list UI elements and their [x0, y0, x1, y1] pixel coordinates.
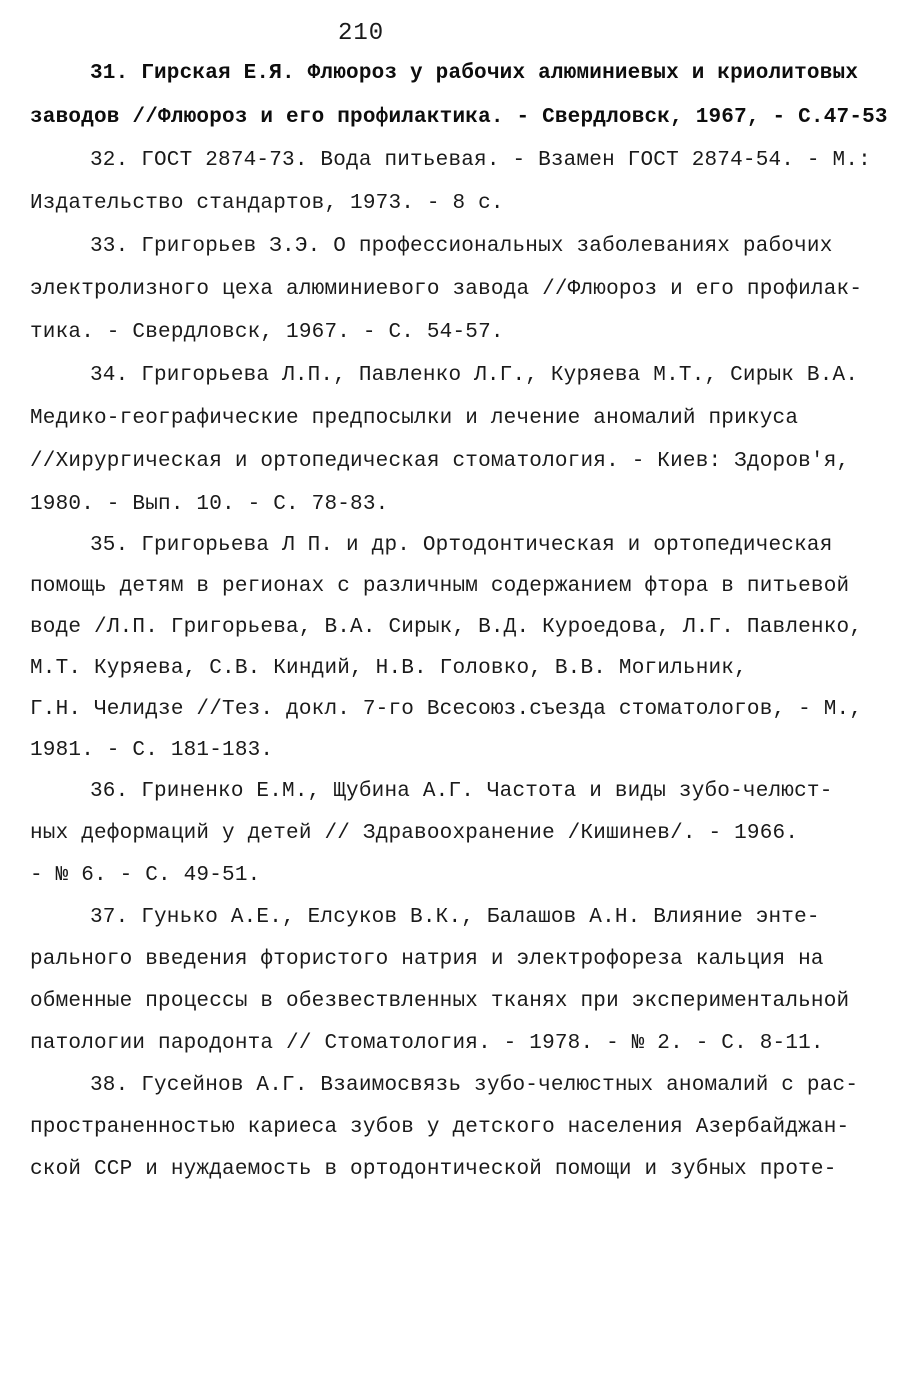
reference-31-line-1: 31. Гирская Е.Я. Флюороз у рабочих алюминиевых и криолитовых — [90, 62, 859, 85]
reference-36-line-2: ных деформаций у детей // Здравоохранение /Кишинев/. - 1966. — [30, 822, 799, 845]
reference-32-line-1: 32. ГОСТ 2874-73. Вода питьевая. - Взамен ГОСТ 2874-54. - М.: — [90, 149, 871, 172]
reference-33-line-1: 33. Григорьев З.Э. О профессиональных заболеваниях рабочих — [90, 235, 833, 258]
reference-35-line-3: воде /Л.П. Григорьева, В.А. Сирык, В.Д. Куроедова, Л.Г. Павленко, — [30, 616, 863, 639]
reference-37-line-1: 37. Гунько А.Е., Елсуков В.К., Балашов А.Н. Влияние энте- — [90, 906, 820, 929]
reference-38-line-2: пространенностью кариеса зубов у детского населения Азербайджан- — [30, 1116, 850, 1139]
reference-36-line-3: - № 6. - С. 49-51. — [30, 864, 261, 887]
reference-34-line-4: 1980. - Вып. 10. - С. 78-83. — [30, 493, 389, 516]
reference-32-line-2: Издательство стандартов, 1973. - 8 с. — [30, 192, 504, 215]
reference-38-line-1: 38. Гусейнов А.Г. Взаимосвязь зубо-челюстных аномалий с рас- — [90, 1074, 859, 1097]
reference-34-line-3: //Хирургическая и ортопедическая стоматология. - Киев: Здоров'я, — [30, 450, 850, 473]
reference-35-line-4: М.Т. Куряева, С.В. Киндий, Н.В. Головко, В.В. Могильник, — [30, 657, 747, 680]
reference-35-line-6: 1981. - С. 181-183. — [30, 739, 274, 762]
reference-34-line-2: Медико-географические предпосылки и лечение аномалий прикуса — [30, 407, 799, 430]
reference-35-line-1: 35. Григорьева Л П. и др. Ортодонтическая и ортопедическая — [90, 534, 833, 557]
reference-33-line-2: электролизного цеха алюминиевого завода //Флюороз и его профилак- — [30, 278, 863, 301]
reference-33-line-3: тика. - Свердловск, 1967. - С. 54-57. — [30, 321, 504, 344]
reference-36-line-1: 36. Гриненко Е.М., Щубина А.Г. Частота и виды зубо-челюст- — [90, 780, 833, 803]
reference-37-line-3: обменные процессы в обезвествленных тканях при экспериментальной — [30, 990, 850, 1013]
reference-37-line-4: патологии пародонта // Стоматология. - 1978. - № 2. - С. 8-11. — [30, 1032, 824, 1055]
reference-35-line-2: помощь детям в регионах с различным содержанием фтора в питьевой — [30, 575, 850, 598]
reference-31-line-2: заводов //Флюороз и его профилактика. - Свердловск, 1967, - С.47-53 — [30, 106, 888, 129]
reference-34-line-1: 34. Григорьева Л.П., Павленко Л.Г., Куряева М.Т., Сирык В.А. — [90, 364, 859, 387]
reference-35-line-5: Г.Н. Челидзе //Тез. докл. 7-го Всесоюз.съезда стоматологов, - М., — [30, 698, 863, 721]
page-number: 210 — [338, 20, 385, 47]
reference-37-line-2: рального введения фтористого натрия и электрофореза кальция на — [30, 948, 824, 971]
reference-38-line-3: ской ССР и нуждаемость в ортодонтической помощи и зубных проте- — [30, 1158, 837, 1181]
